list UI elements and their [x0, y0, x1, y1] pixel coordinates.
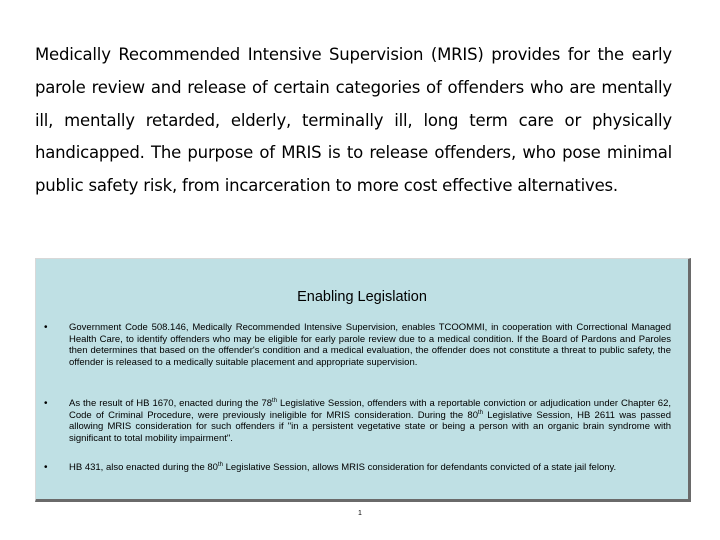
bullet-text-part: Legislative Session, HB 2611 was passed allowing MRIS consideration for such offenders if "in a persistent vegetative state or being a person with an organic brain syndrome with significant to total mobility impairment". [69, 409, 671, 445]
bullet-icon: • [44, 462, 48, 473]
bullet-text: Government Code 508.146, Medically Recommended Intensive Supervision, enables TCOOMMI, in cooperation with Correctional Managed Health Care, to identify offenders who may be eligible for early parole review due to a medical condition. If the Board of Pardons and Paroles then determines that based on the offender's condition and a medical evaluation, the offender does not constitute a threat to public safety, the offender is released to a medically suitable placement and appropriate supervision. [69, 322, 671, 369]
superscript: th [272, 397, 278, 404]
superscript: th [478, 409, 484, 416]
bullet-text-part: HB 431, also enacted during the 80 [69, 462, 218, 473]
bullet-text-part: As the result of HB 1670, enacted during the 78 [69, 398, 273, 409]
bullet-icon: • [44, 398, 48, 409]
superscript: th [217, 461, 223, 468]
page-number: 1 [358, 510, 362, 517]
enabling-legislation-box [35, 258, 691, 502]
bullet-text [69, 398, 671, 445]
box-title: Enabling Legislation [297, 289, 427, 305]
bullet-icon: • [44, 322, 48, 333]
bullet-text-part: Legislative Session, offenders with a reportable conviction or adjudication under Chapter 62, Code of Criminal Procedure, were previously ineligible for MRIS consideration. During the 80 [69, 398, 671, 421]
bullet-text [69, 462, 671, 474]
intro-paragraph: Medically Recommended Intensive Supervision (MRIS) provides for the early parole review and release of certain categories of offenders who are mentally ill, mentally retarded, elderly, terminally ill, long term care or physically handicapped. The purpose of MRIS is to release offenders, who pose minimal public safety risk, from incarceration to more cost effective alternatives. [35, 45, 672, 196]
bullet-text-part: Legislative Session, allows MRIS consideration for defendants convicted of a state jail felony. [222, 462, 617, 473]
